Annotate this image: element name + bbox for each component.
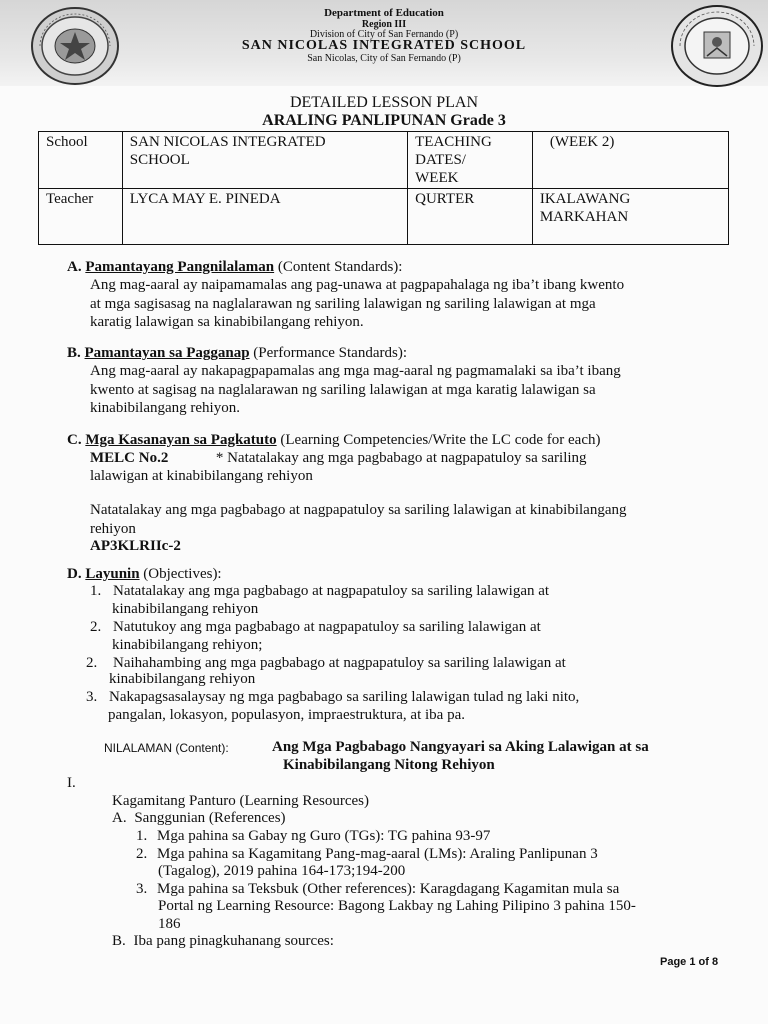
quarter-label: QURTER (415, 191, 475, 207)
region-name: Region III (361, 19, 407, 30)
section-c-title: Mga Kasanayan sa Pagkatuto (85, 432, 277, 448)
reference-text-cont: 186 (158, 916, 181, 932)
school-address: San Nicolas, City of San Fernando (P) (307, 53, 461, 64)
teacher-label-cell (39, 189, 123, 245)
objective-number: 3. (86, 689, 98, 705)
paragraph-line: rehiyon (90, 520, 136, 537)
melc-text-cont: lalawigan at kinabibilangang rehiyon (90, 468, 313, 484)
paragraph-line: karatig lalawigan sa kinabibilangang rehiyon. (90, 314, 364, 330)
reference-text-cont: (Tagalog), 2019 pahina 164-173;194-200 (158, 863, 406, 879)
references-item (112, 810, 286, 827)
melc-text: * Natatalakay ang mga pagbabago at nagpapatuloy sa sariling (215, 450, 587, 466)
objective-number: 1. (90, 583, 102, 599)
table-row (39, 132, 729, 189)
section-a-letter: A. (67, 259, 82, 275)
references-letter: A. (112, 810, 127, 826)
objective-item (90, 619, 541, 636)
reference-item (136, 881, 619, 898)
section-d-heading (67, 566, 222, 583)
paragraph-line: Natatalakay ang mga pagbabago at nagpapatuloy sa sariling lalawigan at kinabibilangang (90, 502, 627, 518)
section-c-letter: C. (67, 432, 82, 448)
division-name: Division of City of San Fernando (P) (309, 29, 459, 40)
content-label: NILALAMAN (Content): (104, 741, 229, 755)
quarter-value-cont: MARKAHAN (539, 209, 629, 225)
section-a-sub: (Content Standards): (277, 259, 403, 275)
objective-item (86, 655, 566, 672)
paragraph-line: Ang mag-aaral ay naipamamalas ang pag-unawa at pagpapahalaga ng iba’t ibang kwento (90, 277, 625, 293)
references-title: Sanggunian (References) (134, 810, 286, 826)
reference-text: Mga pahina sa Gabay ng Guro (TGs): TG pahina 93-97 (157, 828, 491, 844)
content-title: Ang Mga Pagbabago Nangyayari sa Aking Lalawigan at sa (272, 739, 649, 755)
objective-text-cont: kinabibilangang rehiyon (109, 671, 256, 687)
competency-paragraph (90, 501, 626, 538)
section-d-title: Layunin (85, 566, 140, 582)
page-label: Page (660, 956, 687, 968)
content-title-cont: Kinabibilangang Nitong Rehiyon (283, 757, 495, 773)
objective-text-cont: pangalan, lokasyon, populasyon, impraestruktura, at iba pa. (108, 707, 465, 723)
objective-number: 2. (86, 655, 98, 671)
table-row (39, 189, 729, 245)
paragraph-line: at mga sagisasag na naglalarawan ng sariling lalawigan ng sariling lalawigan at mga (90, 295, 596, 312)
objective-text-cont: kinabibilangang rehiyon; (112, 637, 263, 653)
section-a-heading (67, 259, 402, 276)
other-sources-title: Iba pang pinagkuhanang sources: (133, 933, 334, 949)
objective-item (90, 583, 549, 600)
teacher-value: LYCA MAY E. PINEDA (129, 191, 281, 207)
reference-text: Mga pahina sa Kagamitang Pang-mag-aaral (LMs): Araling Panlipunan 3 (157, 846, 598, 862)
page-of-label: of (698, 956, 709, 968)
reference-item (136, 828, 490, 845)
reference-number: 3. (136, 881, 148, 897)
dates-label: TEACHING (415, 134, 492, 150)
objective-item (86, 689, 579, 706)
quarter-label-cell (408, 189, 533, 245)
section-b-body (90, 362, 621, 418)
page-indicator (660, 956, 718, 968)
section-c-sub: (Learning Competencies/Write the LC code for each) (280, 432, 601, 448)
page-number: 1 (689, 956, 696, 968)
department-name: Department of Education (324, 7, 444, 19)
week-value: (WEEK 2) (549, 134, 615, 150)
school-value-cont: SCHOOL (129, 152, 190, 168)
quarter-value: IKALAWANG (539, 191, 631, 207)
objective-text: Naihahambing ang mga pagbabago at nagpapatuloy sa sariling lalawigan at (113, 655, 566, 671)
objective-text: Natatalakay ang mga pagbabago at nagpapatuloy sa sariling lalawigan at (113, 583, 550, 599)
dates-label-cont: DATES/ (415, 152, 466, 168)
resources-heading: Kagamitang Panturo (Learning Resources) (112, 793, 369, 809)
objective-number: 2. (90, 619, 102, 635)
section-a-title: Pamantayang Pangnilalaman (85, 259, 275, 275)
teacher-value-cell (122, 189, 407, 245)
objective-text-cont: kinabibilangang rehiyon (112, 601, 259, 617)
quarter-value-cell (532, 189, 728, 245)
section-b-letter: B. (67, 345, 81, 361)
lc-code: AP3KLRIIc-2 (90, 538, 181, 554)
school-value-cell (122, 132, 407, 189)
school-label: School (46, 134, 88, 150)
section-b-heading (67, 345, 407, 362)
section-c-heading (67, 432, 600, 449)
lesson-info-table (38, 131, 729, 245)
section-b-sub: (Performance Standards): (253, 345, 407, 361)
other-sources-item (112, 933, 334, 950)
section-d-letter: D. (67, 566, 82, 582)
dates-value-cell (532, 132, 728, 189)
school-label-cell (39, 132, 123, 189)
roman-numeral: I. (67, 775, 76, 791)
paragraph-line: Ang mag-aaral ay nakapagpapamalas ang mga mag-aaral ng pagmamalaki sa iba’t ibang (90, 363, 621, 379)
reference-number: 1. (136, 828, 148, 844)
document-subtitle: ARALING PANLIPUNAN Grade 3 (262, 112, 506, 129)
objective-text: Natutukoy ang mga pagbabago at nagpapatuloy sa sariling lalawigan at (113, 619, 541, 635)
section-b-title: Pamantayan sa Pagganap (84, 345, 250, 361)
dates-label-week: WEEK (415, 170, 459, 186)
melc-number: MELC No.2 (90, 450, 169, 466)
document-title: DETAILED LESSON PLAN (289, 94, 479, 111)
section-a-body (90, 276, 624, 332)
page-total: 8 (712, 956, 719, 968)
reference-text: Mga pahina sa Teksbuk (Other references): Karagdagang Kagamitan mula sa (157, 881, 620, 897)
objective-text: Nakapagsasalaysay ng mga pagbabago sa sariling lalawigan tulad ng laki nito, (109, 689, 580, 705)
section-d-sub: (Objectives): (143, 566, 222, 582)
reference-item (136, 846, 598, 863)
dates-label-cell (408, 132, 533, 189)
school-value: SAN NICOLAS INTEGRATED (129, 134, 326, 150)
teacher-label: Teacher (46, 191, 94, 207)
other-sources-letter: B. (112, 933, 126, 949)
reference-number: 2. (136, 846, 148, 862)
reference-text-cont: Portal ng Learning Resource: Bagong Lakbay ng Lahing Pilipino 3 pahina 150- (158, 898, 636, 914)
melc-line (90, 450, 587, 467)
school-name: SAN NICOLAS INTEGRATED SCHOOL (241, 38, 527, 53)
paragraph-line: kinabibilangang rehiyon. (90, 400, 240, 416)
paragraph-line: kwento at sagisag na naglalarawan ng sariling lalawigan at mga karatig lalawigan sa (90, 381, 596, 398)
